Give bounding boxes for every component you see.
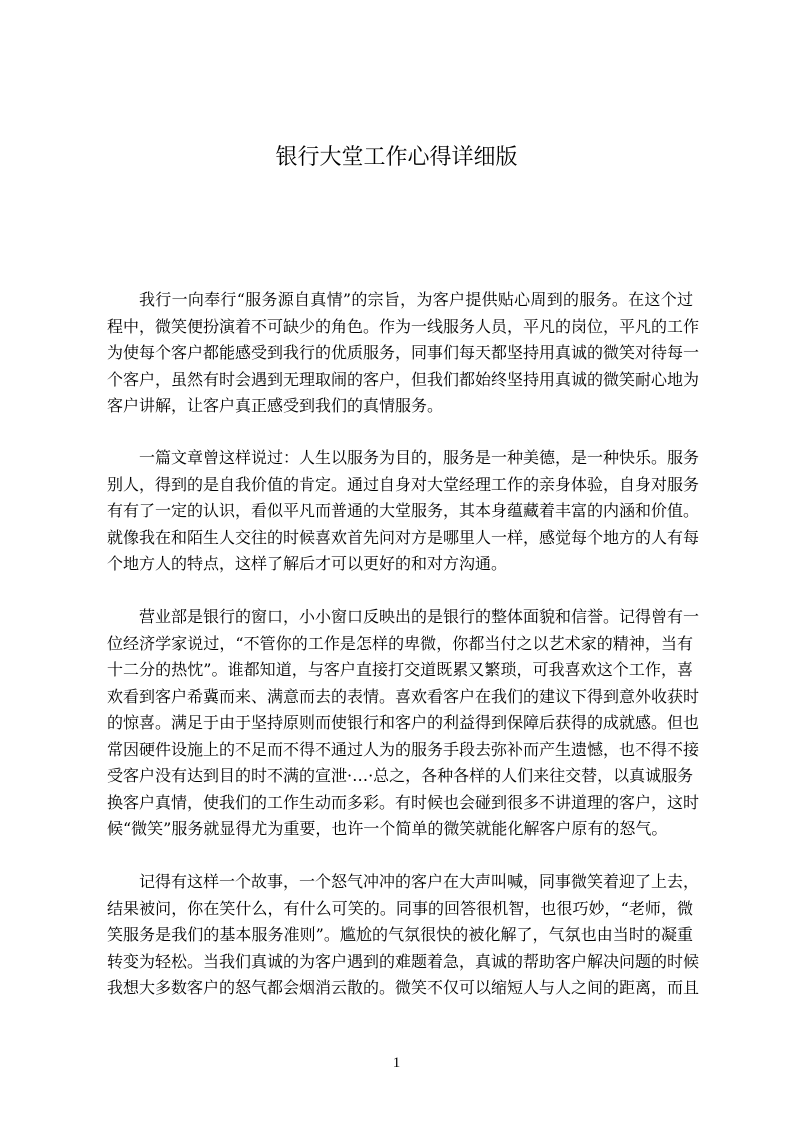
text-line: 受客户没有达到目的时不满的宣泄·…·总之，各种各样的人们来往交替，以真诚服务 [107,766,694,785]
text-line: 记得有这样一个故事，一个怒气冲冲的客户在大声叫喊，同事微笑着迎了上去， [139,872,700,891]
text-line: 十二分的热忱”。谁都知道，与客户直接打交道既累又繁琐，可我喜欢这个工作，喜 [107,660,693,679]
paragraph [107,287,700,420]
text-line: 一篇文章曾这样说过：人生以服务为目的，服务是一种美德，是一种快乐。服务 [139,448,700,467]
paragraph [107,445,700,578]
text-line: 就像我在和陌生人交往的时候喜欢首先问对方是哪里人一样，感觉每个地方的人有每 [107,527,700,547]
text-line: 换客户真情，使我们的工作生动而多彩。有时候也会碰到很多不讲道理的客户，这时 [107,792,700,812]
text-line: 常因硬件设施上的不足而不得不通过人为的服务手段去弥补而产生遗憾，也不得不接 [107,739,700,759]
text-line: 候“微笑”服务就显得尤为重要，也许一个简单的微笑就能化解客户原有的怒气。 [107,819,668,838]
text-line: 营业部是银行的窗口，小小窗口反映出的是银行的整体面貌和信誉。记得曾有一 [139,607,700,626]
text-line: 别人，得到的是自我价值的肯定。通过自身对大堂经理工作的亲身体验，自身对服务 [107,474,700,494]
text-line: 有有了一定的认识，看似平凡而普通的大堂服务，其本身蕴藏着丰富的内涵和价值。 [107,501,700,520]
text-line: 我行一向奉行“服务源自真情”的宗旨，为客户提供贴心周到的服务。在这个过 [139,290,693,309]
text-line: 个客户，虽然有时会遇到无理取闹的客户，但我们都始终坚持用真诚的微笑耐心地为 [107,369,700,389]
page-number: 1 [392,1055,401,1071]
text-line: 为使每个客户都能感受到我行的优质服务，同事们每天都坚持用真诚的微笑对待每一 [107,343,700,362]
paragraph [107,604,700,843]
text-line: 转变为轻松。当我们真诚的为客户遇到的难题着急，真诚的帮助客户解决问题的时候 [107,951,700,971]
text-line: 欢看到客户希冀而来、满意而去的表情。喜欢看客户在我们的建议下得到意外收获时 [107,686,700,706]
document-title: 银行大堂工作心得详细版 [275,145,518,170]
text-line: 个地方人的特点，这样了解后才可以更好的和对方沟通。 [107,554,508,573]
text-line: 结果被问，你在笑什么，有什么可笑的。同事的回答很机智，也很巧妙，“老师，微 [107,898,693,918]
text-line: 位经济学家说过，“不管你的工作是怎样的卑微，你都当付之以艺术家的精神，当有 [107,633,693,653]
text-line: 我想大多数客户的怒气都会烟消云散的。微笑不仅可以缩短人与人之间的距离，而且 [107,978,700,997]
text-line: 笑服务是我们的基本服务准则”。尴尬的气氛很快的被化解了，气氛也由当时的凝重 [107,925,693,944]
text-line: 的惊喜。满足于由于坚持原则而使银行和客户的利益得到保障后获得的成就感。但也 [107,713,700,732]
paragraph [107,869,700,1002]
text-line: 客户讲解，让客户真正感受到我们的真情服务。 [107,396,444,415]
text-line: 程中，微笑便扮演着不可缺少的角色。作为一线服务人员，平凡的岗位，平凡的工作 [107,316,700,336]
